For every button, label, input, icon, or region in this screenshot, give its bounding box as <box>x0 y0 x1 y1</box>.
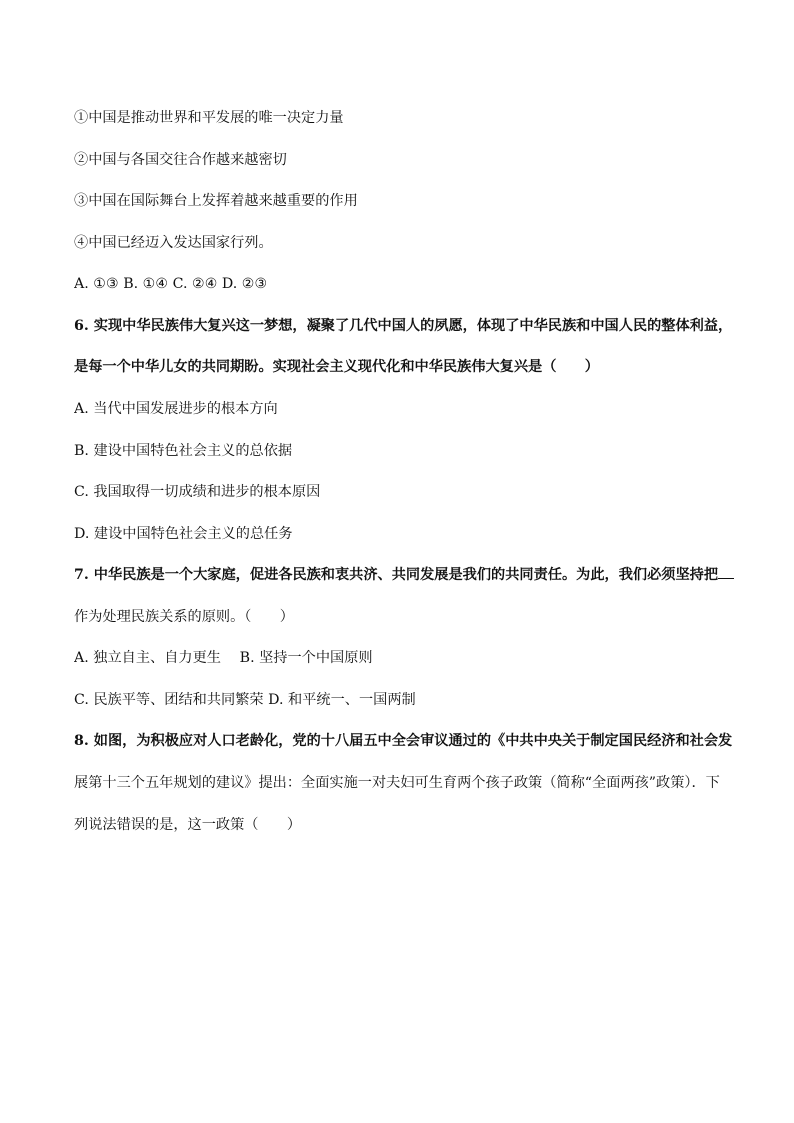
q5-statement-2: ②中国与各国交往合作越来越密切 <box>74 152 287 168</box>
q6-option-d: D. 建设中国特色社会主义的总任务 <box>74 526 293 542</box>
q7-stem-line-2: 作为处理民族关系的原则。（ ） <box>74 609 294 625</box>
q6-option-b: B. 建设中国特色社会主义的总依据 <box>74 443 293 459</box>
q7-options-line-1: A. 独立自主、自力更生 B. 坚持一个中国原则 <box>74 650 373 666</box>
answer-blank <box>718 566 734 579</box>
q7-options-line-2: C. 民族平等、团结和共同繁荣 D. 和平统一、一国两制 <box>74 692 416 708</box>
q8-stem-line-1: 8. 如图，为积极应对人口老龄化，党的十八届五中全会审议通过的《中共中央关于制定国民经济和社会发 <box>74 733 733 749</box>
q6-option-c: C. 我国取得一切成绩和进步的根本原因 <box>74 484 321 500</box>
q8-stem-line-3: 列说法错误的是，这一政策（ ） <box>74 817 302 833</box>
q5-statement-1: ①中国是推动世界和平发展的唯一决定力量 <box>74 110 344 126</box>
q8-stem-line-2: 展第十三个五年规划的建议》提出：全面实施一对夫妇可生育两个孩子政策（简称“全面两孩”政策）．下 <box>74 775 720 791</box>
q7-stem-text: 7. 中华民族是一个大家庭，促进各民族和衷共济、共同发展是我们的共同责任。为此，我们必须坚持把 <box>74 567 719 583</box>
q6-stem-line-1: 6. 实现中华民族伟大复兴这一梦想，凝聚了几代中国人的夙愿，体现了中华民族和中国人民的整体利益， <box>74 318 733 334</box>
q5-statement-3: ③中国在国际舞台上发挥着越来越重要的作用 <box>74 193 358 209</box>
q7-stem-line-1 <box>74 565 734 585</box>
q6-option-a: A. 当代中国发展进步的根本方向 <box>74 401 278 417</box>
q5-statement-4: ④中国已经迈入发达国家行列。 <box>74 235 273 251</box>
q6-stem-line-2: 是每一个中华儿女的共同期盼。实现社会主义现代化和中华民族伟大复兴是（ ） <box>74 359 599 375</box>
q5-options: A. ①③ B. ①④ C. ②④ D. ②③ <box>74 276 268 292</box>
